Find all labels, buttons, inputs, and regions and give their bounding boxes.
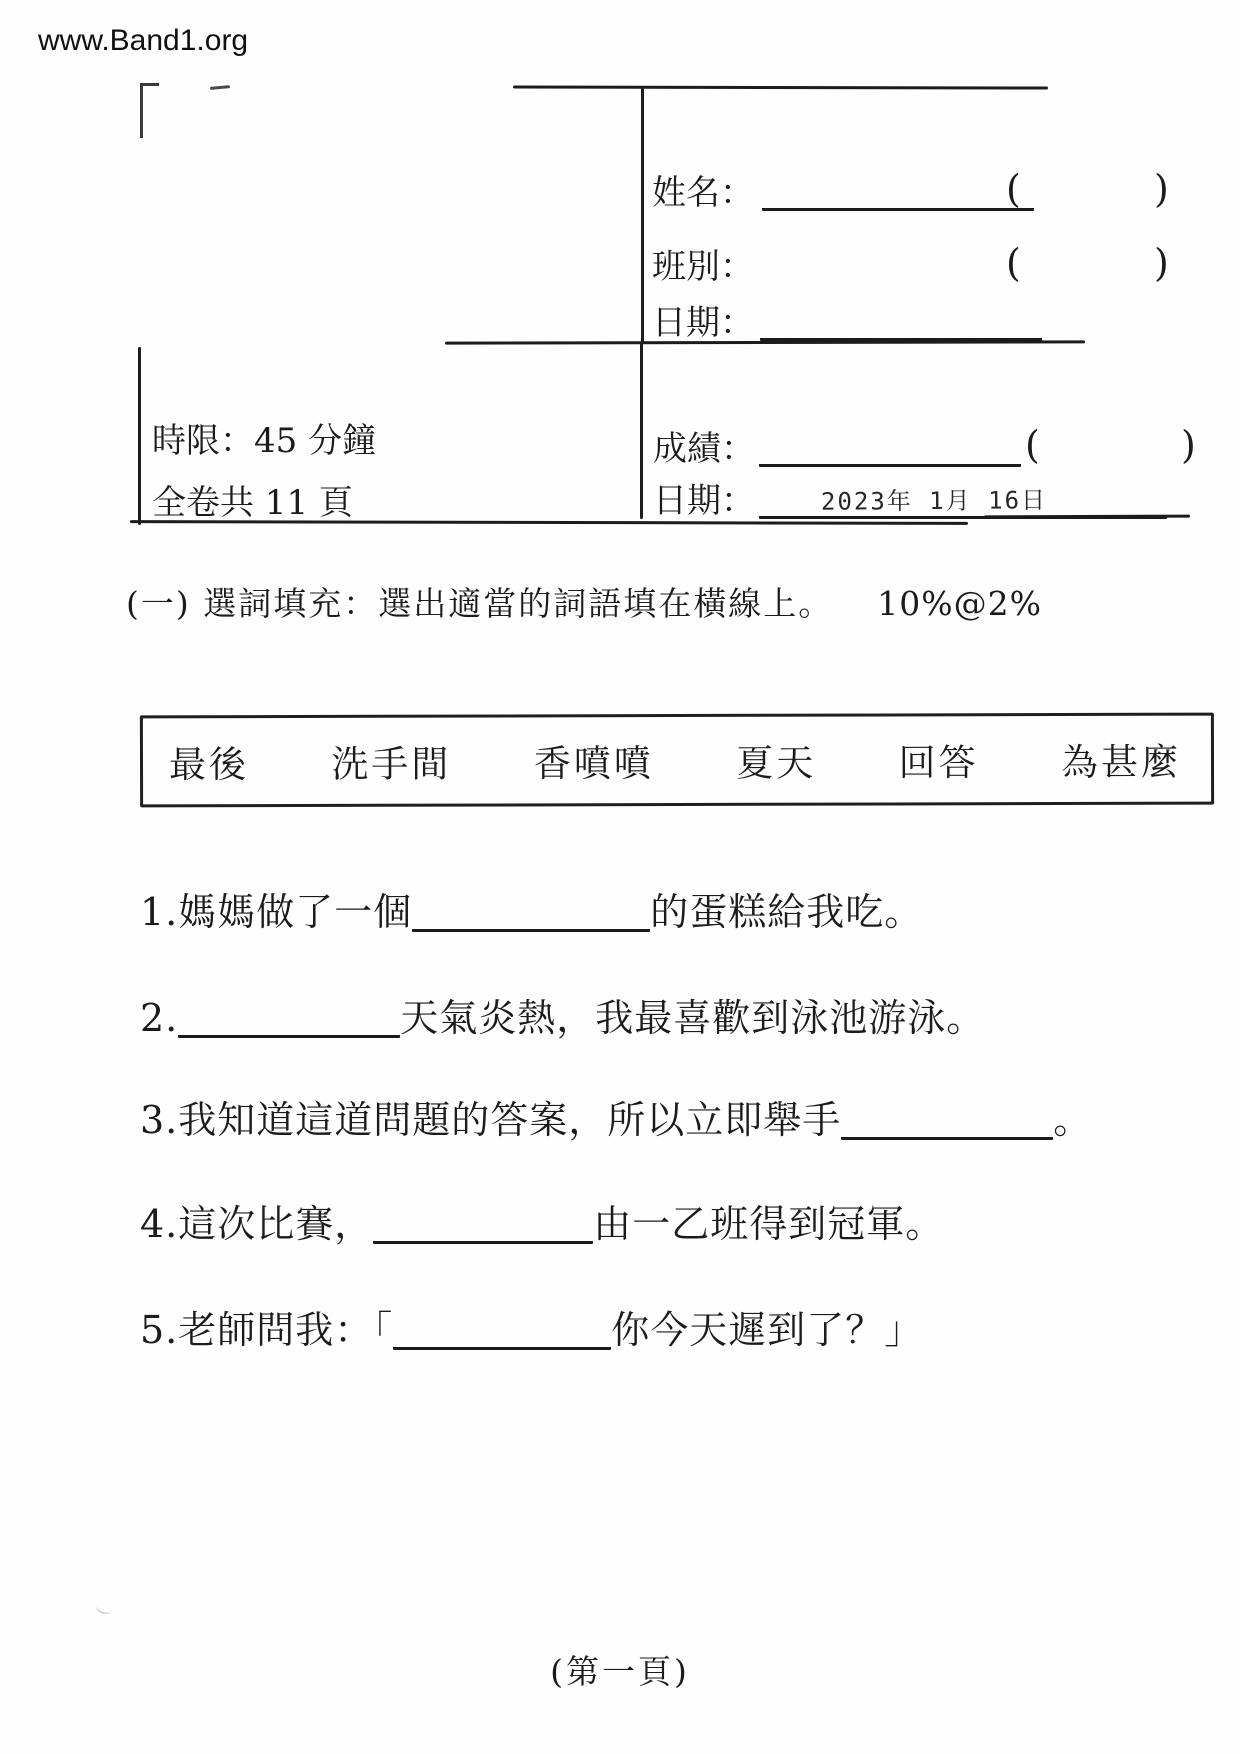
watermark: www.Band1.org xyxy=(38,24,249,57)
name-blank xyxy=(762,174,1034,211)
question-number: 2. xyxy=(140,996,179,1040)
answer-blank xyxy=(412,891,650,932)
answer-blank xyxy=(178,997,400,1038)
date-label: 日期： xyxy=(652,303,754,343)
question-text-after: 你今天遲到了？」 xyxy=(611,1308,924,1352)
corner-bracket-mark xyxy=(140,83,159,138)
question-text-after: 。 xyxy=(1053,1098,1093,1142)
question-number: 5. xyxy=(140,1308,179,1352)
word-bank-item: 香噴噴 xyxy=(533,742,654,786)
question-text-after: 的蛋糕給我吃。 xyxy=(650,890,924,934)
name-label: 姓名： xyxy=(652,173,754,213)
date-blank xyxy=(760,304,1042,341)
score-paren-open: ( xyxy=(1025,423,1040,467)
question-5 xyxy=(140,1304,923,1356)
score-paren-close: ) xyxy=(1181,423,1196,467)
question-4 xyxy=(140,1198,944,1250)
class-paren-close: ) xyxy=(1154,241,1169,285)
score-row xyxy=(653,423,1213,472)
question-1 xyxy=(140,886,923,938)
question-number: 4. xyxy=(140,1202,179,1246)
question-text-after: 天氣炎熱，我最喜歡到泳池游泳。 xyxy=(400,996,986,1040)
date-stamp: 2023年 1月 16日 xyxy=(820,486,1048,516)
question-2 xyxy=(140,992,985,1044)
class-label: 班別： xyxy=(652,247,754,287)
name-paren-close: ) xyxy=(1154,167,1169,211)
question-number: 1. xyxy=(140,890,179,934)
time-limit: 時限：45 分鐘 xyxy=(152,421,377,461)
section-title xyxy=(126,578,1042,625)
scan-artifact xyxy=(95,1600,114,1616)
name-row xyxy=(652,167,1192,216)
question-number: 3. xyxy=(140,1098,179,1142)
answer-blank xyxy=(841,1099,1053,1140)
header-box-divider-top xyxy=(641,88,644,344)
date-row xyxy=(652,300,1192,346)
header-box-top-border xyxy=(513,85,1048,89)
section-marks: 10%@2% xyxy=(877,584,1042,623)
total-pages: 全卷共 11 頁 xyxy=(152,483,353,523)
score-blank xyxy=(759,430,1021,467)
corner-tick-mark xyxy=(210,85,230,90)
class-row xyxy=(652,241,1192,290)
header-box-divider-bottom xyxy=(640,343,643,519)
section-title-text: (一) 選詞填充：選出適當的詞語填在橫線上。 xyxy=(126,584,834,623)
word-bank-item: 為甚麼 xyxy=(1060,740,1182,784)
question-text-before: 這次比賽， xyxy=(178,1202,374,1246)
header-box-left-border xyxy=(138,347,141,525)
word-bank-box xyxy=(140,713,1214,808)
word-bank-item: 回答 xyxy=(898,741,979,785)
word-bank-item: 最後 xyxy=(168,743,250,787)
word-bank-item: 夏天 xyxy=(736,741,817,785)
question-text-before: 我知道這道問題的答案，所以立即舉手 xyxy=(178,1098,842,1142)
score-date-row xyxy=(653,478,1213,524)
answer-blank xyxy=(393,1309,611,1350)
question-text-before: 老師問我：「 xyxy=(178,1308,394,1352)
question-text-before: 媽媽做了一個 xyxy=(178,890,413,934)
question-text-after: 由一乙班得到冠軍。 xyxy=(593,1202,945,1246)
name-paren-open: ( xyxy=(1006,167,1021,211)
answer-blank xyxy=(373,1203,593,1244)
word-bank-item: 洗手間 xyxy=(331,742,452,786)
class-paren-open: ( xyxy=(1006,241,1021,285)
score-label: 成績： xyxy=(653,429,755,469)
score-date-label: 日期： xyxy=(653,481,755,521)
page-number: (第一頁) xyxy=(550,1652,690,1691)
question-3 xyxy=(140,1094,1092,1146)
